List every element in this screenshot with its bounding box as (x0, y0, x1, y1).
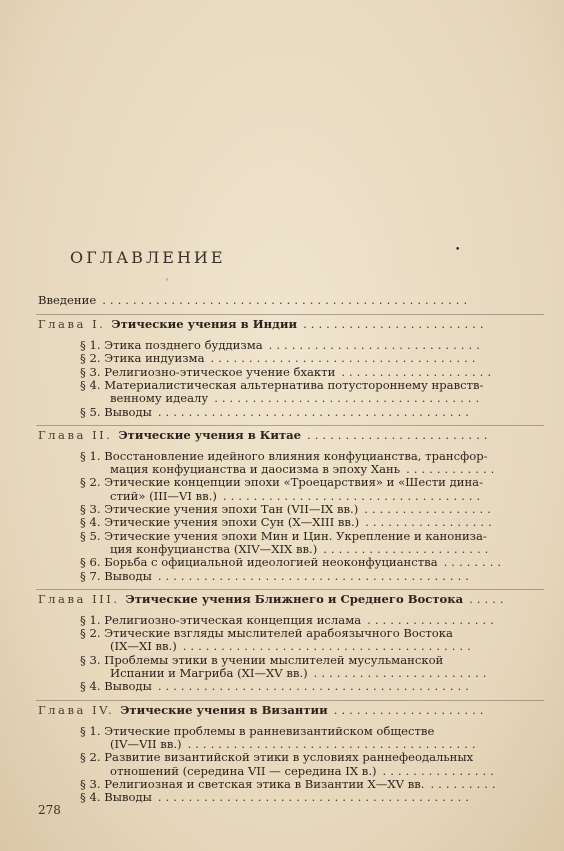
dot-leader: ......... (430, 776, 500, 791)
dot-leader: .................................. (222, 488, 485, 503)
section-line-text: § 5. Этические учения эпохи Мин и Цин. Укрепление и канониза- (80, 528, 487, 543)
chapter-label: Глава I. (38, 317, 106, 331)
dot-leader: ....................... (313, 666, 491, 680)
dot-leader: ......................................... (157, 679, 473, 694)
dot-leader: ................. (367, 612, 498, 627)
section-line-text: § 2. Этика индуизма (80, 351, 205, 366)
dot-leader: ..... (469, 591, 508, 606)
section-line-text: отношений (середина VII — середина IX в.) (110, 763, 377, 778)
section-line-text: § 4. Выводы (80, 790, 152, 805)
section-line-text: ция конфуцианства (XIV—XIX вв.) (110, 541, 318, 556)
section-line-text: § 4. Материалистическая альтернатива потустороннему нравств- (80, 377, 484, 392)
chapter-rule (36, 700, 544, 701)
dot-leader: ........ (443, 555, 506, 570)
section-line-text: § 3. Религиозная и светская этика в Византии X—XV вв. (80, 776, 425, 791)
dot-leader: ................................... (210, 351, 480, 366)
chapter-label: Глава IV. (38, 702, 115, 717)
chapter-title: Этические учения в Индии (111, 317, 298, 331)
page-number: 278 (38, 803, 61, 817)
dot-leader: ................. (365, 515, 496, 530)
dot-leader: ......................................... (157, 404, 473, 419)
section-line-text: § 3. Этические учения эпохи Тан (VII—IX вв.) (80, 502, 359, 516)
dot-leader: ......................................... (157, 790, 473, 805)
section-line-text: § 6. Борьба с официальной идеологией неоконфуцианства (80, 555, 438, 570)
chapter-title: Этические учения в Византии (120, 702, 328, 717)
section-line-text: Испании и Магриба (XI—XV вв.) (110, 666, 308, 680)
dot-leader: ................. (364, 502, 495, 516)
dot-leader: .................... (333, 702, 488, 717)
dot-leader: ...................................... (187, 736, 480, 751)
chapter-rule (36, 314, 544, 315)
page-heading: ОГЛАВЛЕНИЕ (70, 248, 226, 267)
section-line-text: мация конфуцианства и даосизма в эпоху Хань (110, 462, 401, 477)
section-line-text: § 3. Религиозно-этическое учение бхакти (80, 364, 336, 379)
chapter-rule (36, 589, 544, 590)
section-line-text: § 7. Выводы (80, 568, 152, 583)
intro-entry-text: Введение (38, 293, 97, 307)
section-line-text: § 2. Этические концепции эпохи «Троецарствия» и «Шести дина- (80, 475, 483, 490)
dot-leader: ........................ (307, 427, 492, 442)
chapter-label: Глава II. (38, 427, 113, 442)
section-line-text: (IX—XI вв.) (110, 639, 177, 654)
section-line-text: § 1. Восстановление идейного влияния конфуцианства, трансфор- (80, 448, 488, 463)
section-line-text: (IV—VII вв.) (110, 736, 182, 751)
section-line-text: § 4. Выводы (80, 679, 152, 694)
dot-leader: .................... (341, 364, 496, 379)
section-line-text: венному идеалу (110, 391, 209, 406)
dot-leader: ............................ (268, 338, 484, 352)
section-line-text: § 2. Развитие византийской этики в условиях раннефеодальных (80, 750, 474, 765)
section-line-text: § 2. Этические взгляды мыслителей арабоязычного Востока (80, 626, 453, 641)
dot-leader: ......................................... (157, 568, 473, 583)
dot-leader: ................................... (214, 391, 484, 406)
section-line-text: § 1. Религиозно-этическая концепция ислама (80, 612, 362, 627)
chapter-label: Глава III. (38, 591, 120, 606)
dot-leader: ............... (382, 763, 498, 778)
stray-mark: ' (166, 278, 168, 286)
section-line-text: § 3. Проблемы этики в учении мыслителей мусульманской (80, 652, 444, 667)
section-line-text: § 5. Выводы (80, 404, 152, 419)
dot-leader: ................................................ (102, 293, 472, 307)
dot-leader: ...................................... (182, 639, 475, 654)
dot-leader: ...................... (323, 541, 493, 556)
dot-leader: ............ (406, 462, 499, 477)
section-line-text: § 4. Этические учения эпохи Сун (X—XIII вв.) (80, 515, 360, 530)
dot-leader: ........................ (303, 317, 488, 331)
chapter-title: Этические учения в Китае (118, 427, 302, 442)
section-line-text: стий» (III—VI вв.) (110, 488, 217, 503)
section-line-text: § 1. Этика позднего буддизма (80, 338, 263, 352)
stray-mark: • (455, 245, 461, 255)
section-line-text: § 1. Этические проблемы в ранневизантийском обществе (80, 723, 435, 738)
chapter-rule (36, 425, 544, 426)
chapter-title: Этические учения Ближнего и Среднего Востока (125, 591, 464, 606)
